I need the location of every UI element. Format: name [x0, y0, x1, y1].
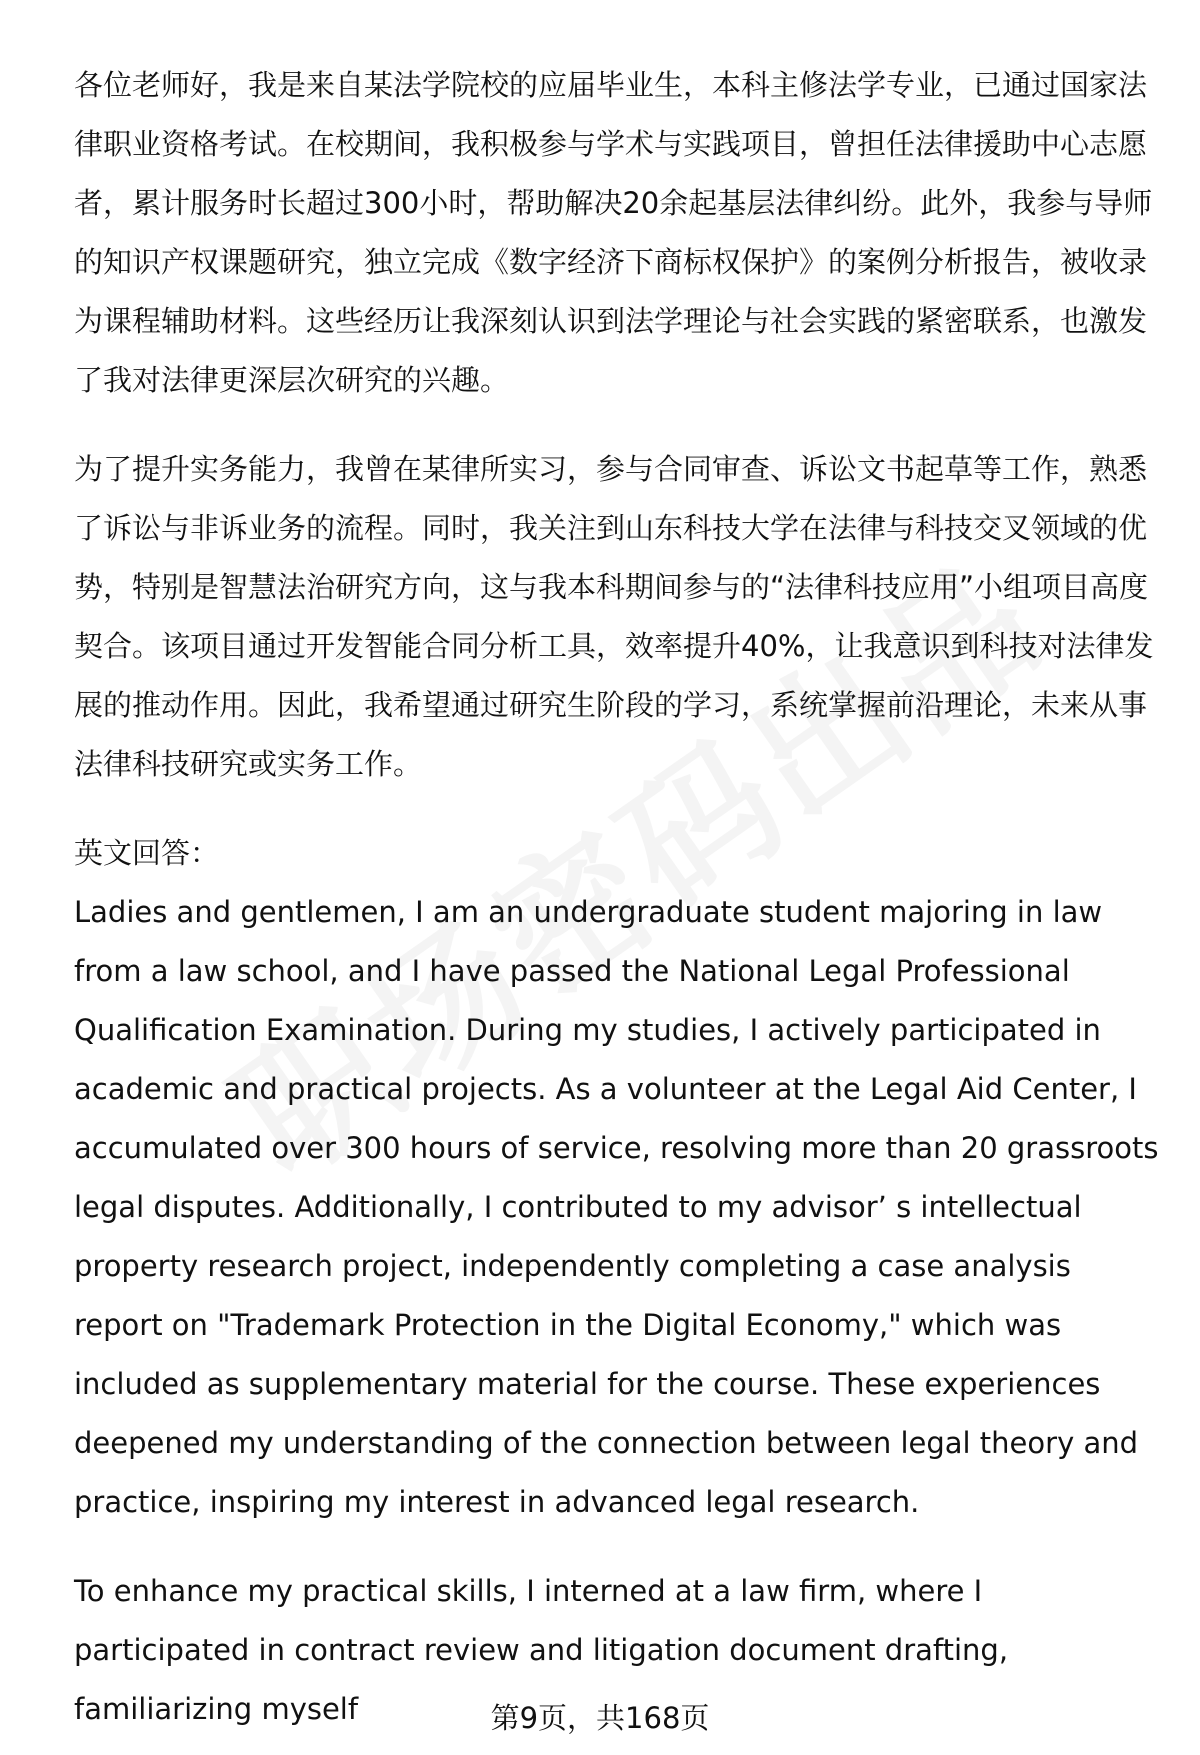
english-answer-label: 英文回答：: [74, 836, 220, 870]
document-content: [74, 56, 1164, 1739]
paragraph-gap: [74, 794, 1164, 824]
page-footer: 第9页，共168页: [490, 1701, 710, 1735]
english-paragraph-2: To enhance my practical skills, I interned at a law firm, where I participated in contract review and litigation document drafting, familiarizing myself: [74, 1574, 1009, 1726]
paragraph-gap: [74, 1532, 1164, 1562]
chinese-paragraph-2: 为了提升实务能力，我曾在某律所实习，参与合同审查、诉讼文书起草等工作，熟悉了诉讼与非诉业务的流程。同时，我关注到山东科技大学在法律与科技交叉领域的优势，特别是智慧法治研究方向，这与我本科期间参与的“法律科技应用”小组项目高度契合。该项目通过开发智能合同分析工具，效率提升40%，让我意识到科技对法律发展的推动作用。因此，我希望通过研究生阶段的学习，系统掌握前沿理论，未来从事法律科技研究或实务工作。: [74, 452, 1154, 781]
english-paragraph-1: Ladies and gentlemen, I am an undergraduate student majoring in law from a law school, and I have passed the National Legal Professional Qualification Examination. During my studies, I actively participated in academic and practical projects. As a volunteer at the Legal Aid Center, I accumulated over 300 hours of service, resolving more than 20 grassroots legal disputes. Additionally, I contributed to my advisor’ s intellectual property research project, independently completing a case analysis report on "Trademark Protection in the Digital Economy," which was included as supplementary material for the course. These experiences deepened my understanding of the connection between legal theory and practice, inspiring my interest in advanced legal research.: [74, 895, 1159, 1519]
paragraph-gap: [74, 410, 1164, 440]
chinese-paragraph-1: 各位老师好，我是来自某法学院校的应届毕业生，本科主修法学专业，已通过国家法律职业资格考试。在校期间，我积极参与学术与实践项目，曾担任法律援助中心志愿者，累计服务时长超过300小时，帮助解决20余起基层法律纠纷。此外，我参与导师的知识产权课题研究，独立完成《数字经济下商标权保护》的案例分析报告，被收录为课程辅助材料。这些经历让我深刻认识到法学理论与社会实践的紧密联系，也激发了我对法律更深层次研究的兴趣。: [74, 68, 1153, 397]
